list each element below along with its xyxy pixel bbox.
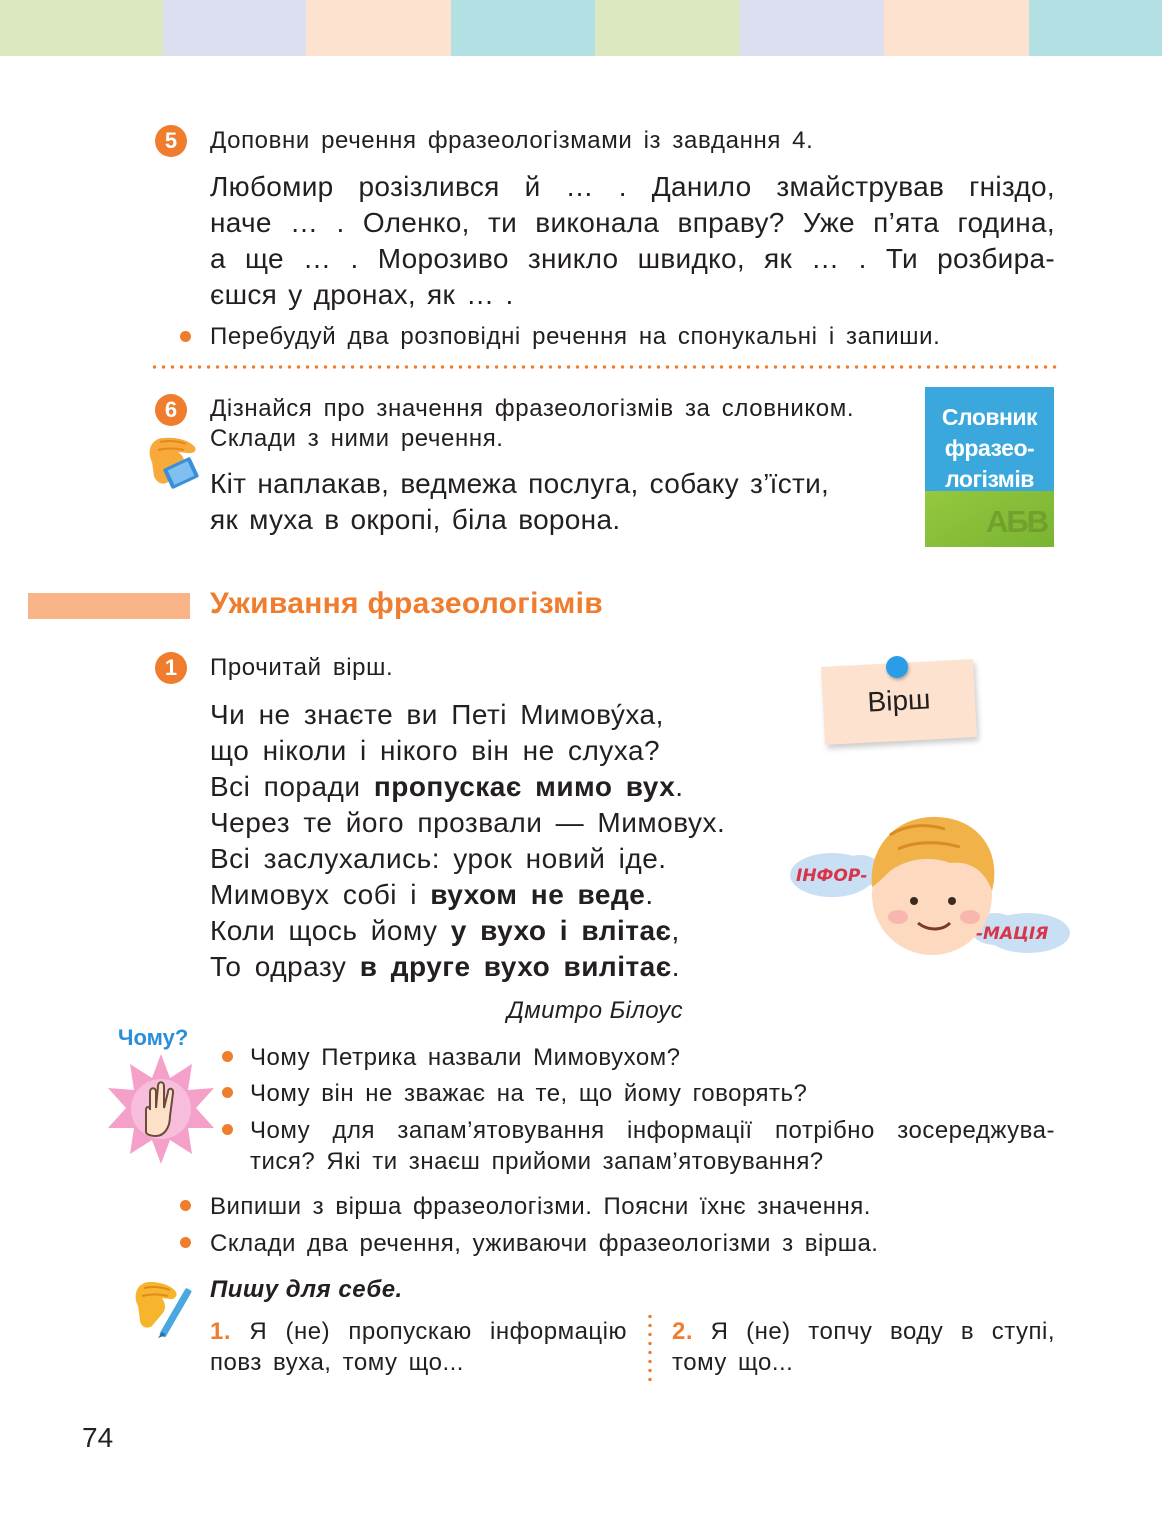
task5-text [210, 169, 1055, 313]
why-question [250, 1042, 681, 1073]
sentence-line: тому що... [672, 1349, 794, 1376]
task5-instruction: Доповни речення фразеологізмами із завдання 4. [210, 127, 814, 154]
poem-line: Коли щось йому у вухо і влітає, [210, 915, 680, 946]
sentence-line: 1. Я (не) пропускаю інформацію [210, 1318, 627, 1345]
page-number: 74 [82, 1422, 114, 1453]
phraseology-dictionary-book [925, 387, 1054, 547]
item-number: 1. [210, 1318, 232, 1345]
dictionary-letters: АБВ [985, 504, 1047, 539]
task-number-badge: 1 [155, 652, 187, 684]
header-stripe [163, 0, 306, 56]
info-cloud-text-right: -МАЦІЯ [976, 924, 1049, 944]
header-color-stripes [0, 0, 1162, 56]
pink-flower-hand-icon [104, 1052, 218, 1166]
why-label: Чому? [118, 1025, 189, 1050]
why-question [250, 1078, 807, 1109]
poem-line: То одразу в друге вухо вилітає. [210, 951, 680, 982]
text-line: наче … . Оленко, ти виконала вправу? Уже п’ята година, [210, 207, 1055, 238]
question-line: Чому для запам’ятовування інформації потрібно зосереджува- [250, 1117, 1055, 1144]
dictionary-title-line: Словник [941, 404, 1038, 430]
sentence-line: повз вуха, тому що... [210, 1349, 464, 1376]
task1-instruction: Прочитай вірш. [210, 654, 394, 681]
question-line: тися? Які ти знаєш прийоми запам’ятовування? [250, 1148, 824, 1175]
bullet-icon [222, 1124, 233, 1135]
task6-instruction [210, 394, 854, 454]
task-number-badge: 6 [155, 394, 187, 426]
header-stripe [451, 0, 595, 56]
text-line: а ще … . Морозиво зникло швидко, як … . Ти розбира- [210, 243, 1055, 274]
task6-text [210, 466, 829, 538]
poem-author: Дмитро Білоус [507, 997, 684, 1024]
poem-line: Мимовух собі і вухом не веде. [210, 879, 654, 910]
dictionary-title-line: логізмів [945, 466, 1034, 492]
poem-line: Всі поради пропускає мимо вух. [210, 771, 684, 802]
write-self-item [210, 1316, 627, 1378]
hand-with-book-icon [138, 432, 208, 496]
section-marker-bar [28, 593, 190, 619]
poem-line: що ніколи і нікого він не слуха? [210, 735, 661, 766]
section-title: Уживання фразеологізмів [210, 587, 604, 620]
write-self-item [672, 1316, 1055, 1378]
note-label: Вірш [866, 683, 932, 718]
header-stripe [884, 0, 1029, 56]
dictionary-title [925, 402, 1054, 495]
task5-bullet-text: Перебудуй два розповідні речення на спонукальні і запиши. [210, 323, 941, 350]
text-line: Кіт наплакав, ведмежа послуга, собаку з’їсти, [210, 468, 830, 499]
text-line: єшся у дронах, як … . [210, 279, 514, 310]
poem-line: Всі заслухались: урок новий іде. [210, 843, 667, 874]
pushpin-icon [886, 656, 908, 678]
text-line: Любомир розізлився й … . Данило змайстрував гніздо, [210, 171, 1055, 202]
header-stripe [595, 0, 740, 56]
bullet-icon [180, 1237, 191, 1248]
header-stripe [306, 0, 451, 56]
question-line: Чому Петрика назвали Мимовухом? [250, 1044, 681, 1071]
task-number-badge: 5 [155, 125, 187, 157]
task-bullet-text: Випиши з вірша фразеологізми. Поясни їхнє значення. [210, 1193, 871, 1220]
header-stripe [740, 0, 884, 56]
bullet-icon [180, 331, 191, 342]
bullet-icon [180, 1200, 191, 1211]
text-line: як муха в окропі, біла ворона. [210, 504, 621, 535]
header-stripe [0, 0, 163, 56]
task-bullet-text: Склади два речення, уживаючи фразеологізми з вірша. [210, 1230, 879, 1257]
vertical-dotted-divider [648, 1312, 652, 1382]
bullet-icon [222, 1087, 233, 1098]
poem-line: Через те його прозвали — Мимовух. [210, 807, 726, 838]
why-question [250, 1115, 1055, 1177]
info-cloud-text-left: ІНФОР- [796, 866, 868, 886]
instruction-line: Дізнайся про значення фразеологізмів за словником. [210, 395, 855, 422]
item-number: 2. [672, 1318, 694, 1345]
dictionary-title-line: фразео- [944, 435, 1035, 461]
dotted-divider [150, 365, 1060, 369]
boy-info-illustration [780, 805, 1080, 965]
instruction-line: Склади з ними речення. [210, 425, 504, 452]
poem-line: Чи не знаєте ви Петі Мимову́ха, [210, 699, 664, 730]
sentence-line: 2. Я (не) топчу воду в ступі, [672, 1318, 1056, 1345]
header-stripe [1029, 0, 1162, 56]
bullet-icon [222, 1051, 233, 1062]
question-line: Чому він не зважає на те, що йому говорять? [250, 1080, 808, 1107]
poem [210, 697, 725, 985]
write-self-title: Пишу для себе. [210, 1276, 403, 1303]
hand-with-pen-icon [128, 1278, 196, 1342]
